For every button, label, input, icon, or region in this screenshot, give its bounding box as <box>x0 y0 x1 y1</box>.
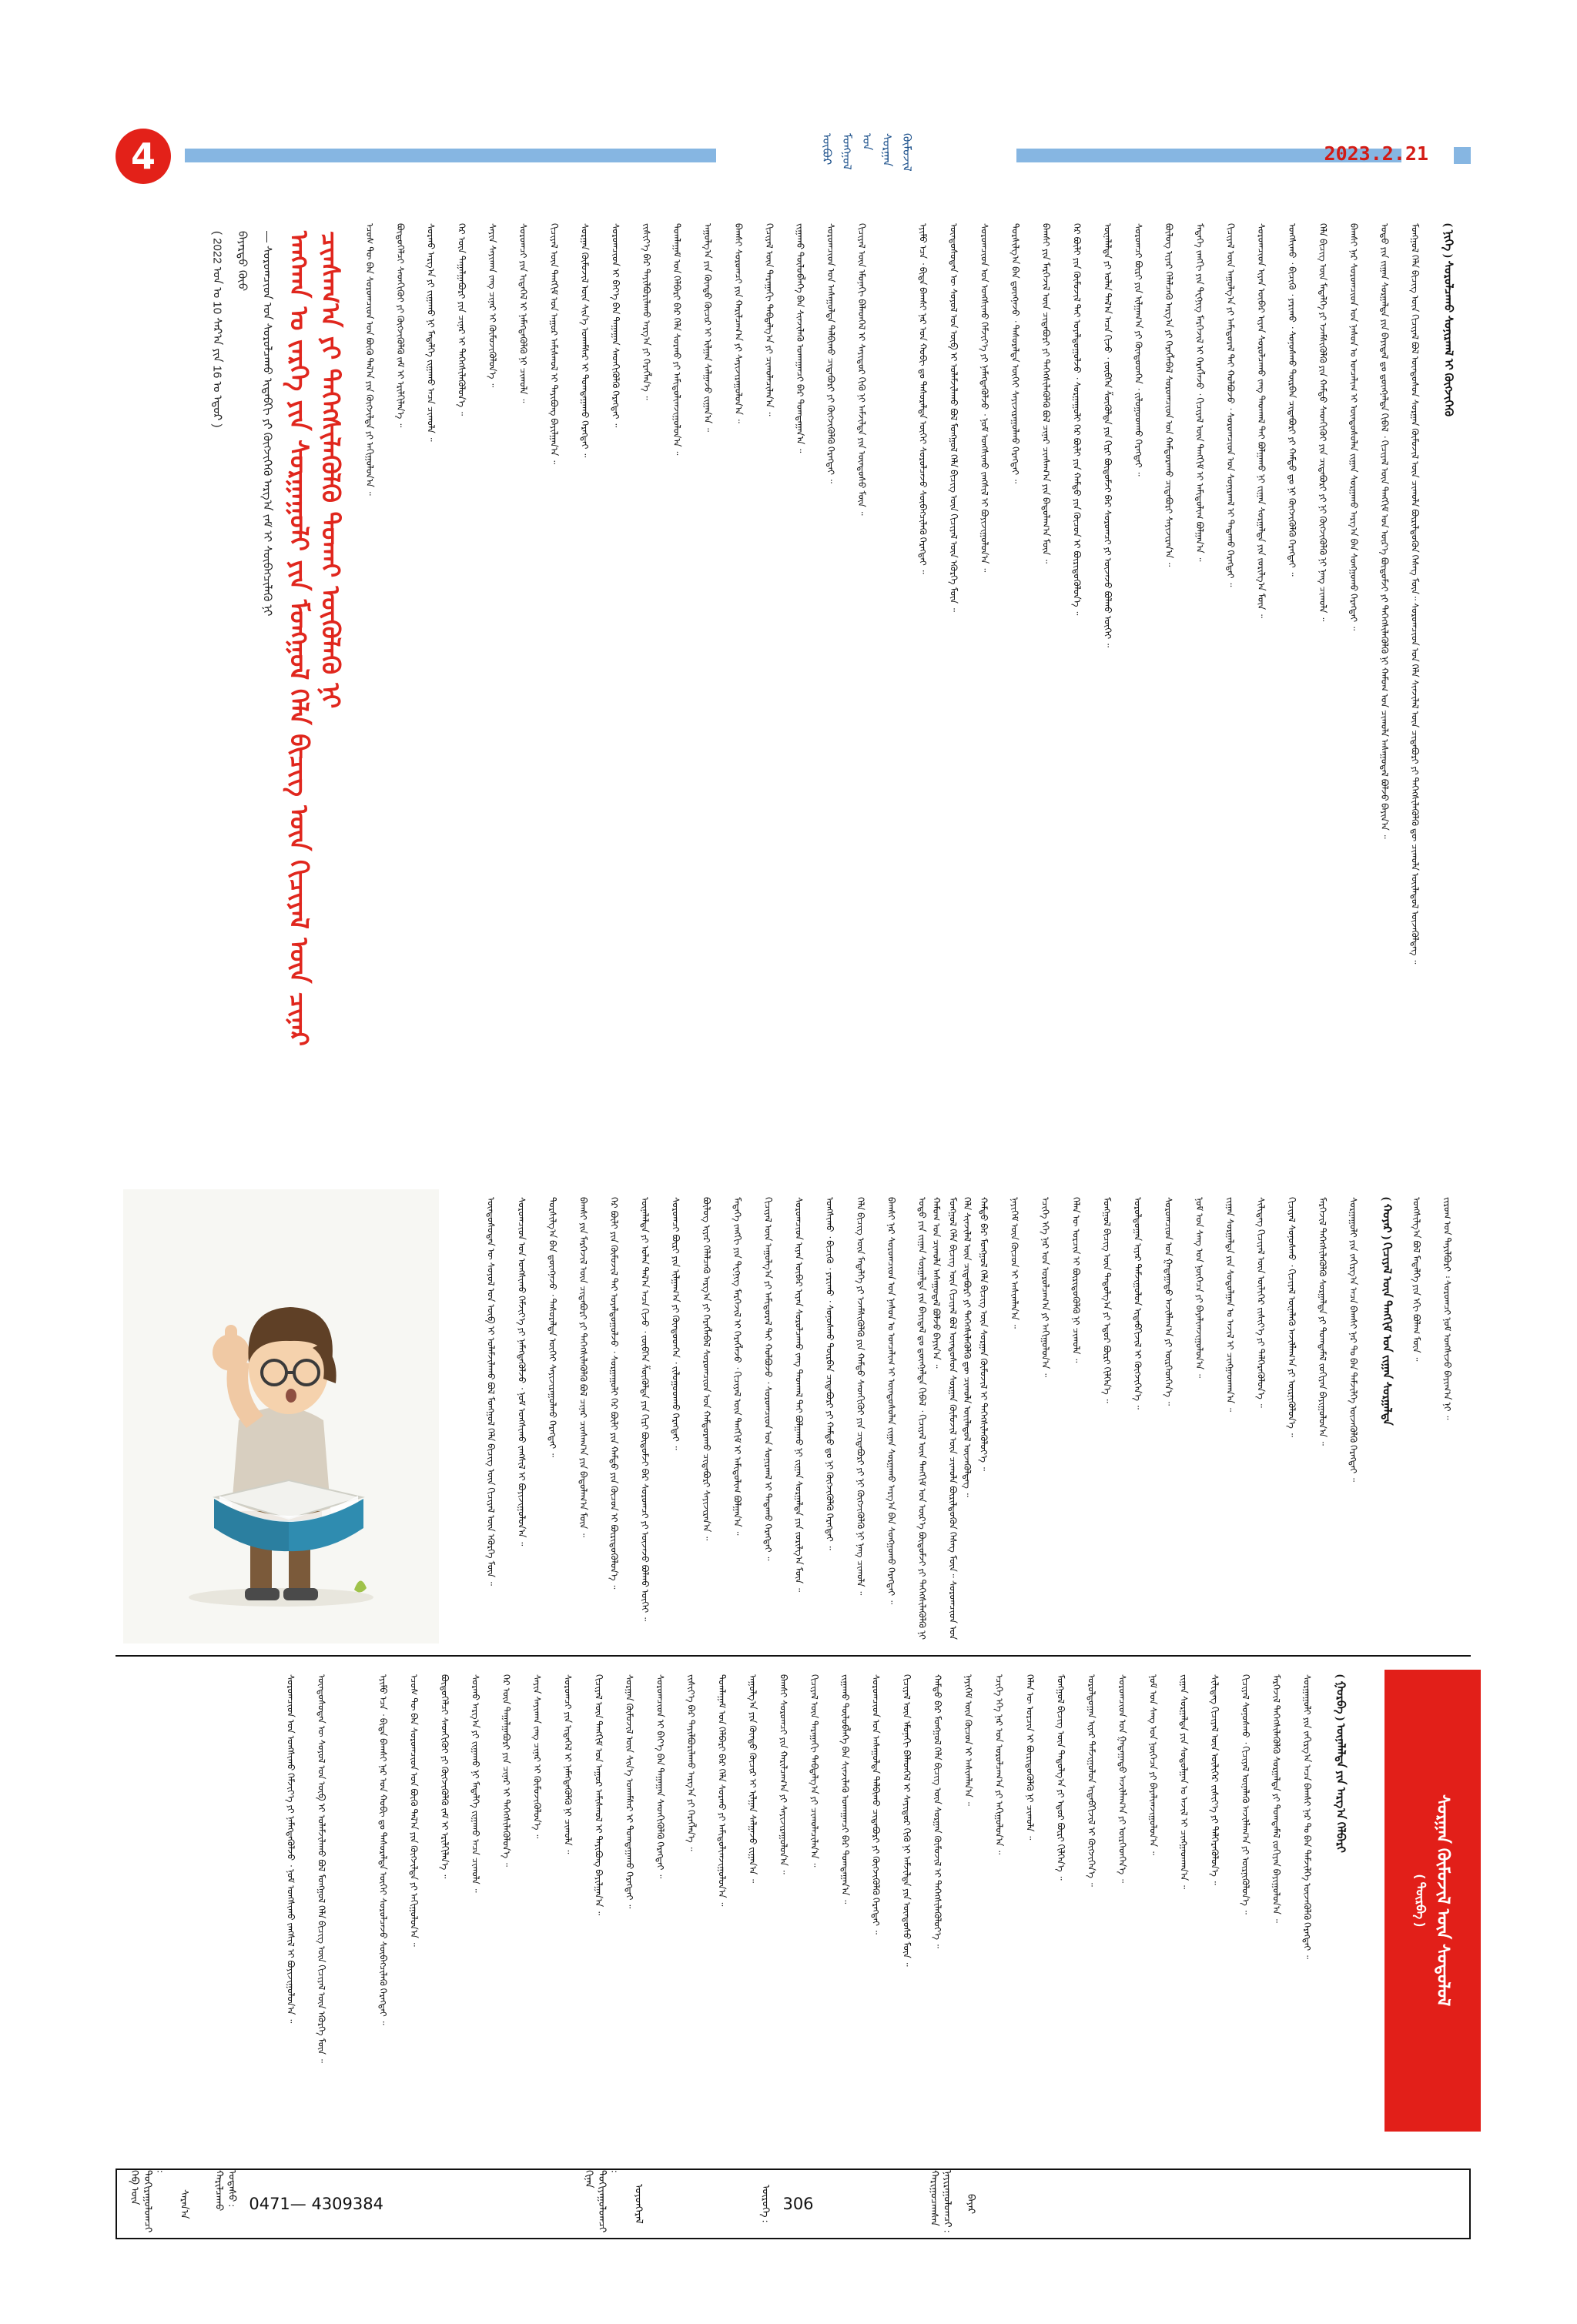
column-text: ᠬᠢᠴᠢᠶᠡᠯ ᠰᠣᠨᠣᠰᠬᠤ ᠂ ᠬᠢᠴᠢᠶᠡᠯ ᠦᠨᠡᠯᠡᠬᠦ ᠠᠵᠢᠯᠯᠠᠭ᠎ᠠ ᠶᠢ ᠥᠷᠨᠢᠭᠦᠯᠦᠨ᠎ᠡ ᠃ <box>1286 1197 1297 1437</box>
column-text: ᠰᠤᠷᠬᠤ ᠠᠷᠭ᠎ᠠ ᠶᠢ ᠵᠢᠭᠠᠬᠤ ᠨᠢ ᠮᠡᠳᠡᠯᠭᠡ ᠵᠢᠭᠠᠬᠤ ᠠᠴᠠ ᠴᠢᠬᠤᠯᠠ ᠃ <box>425 223 437 442</box>
column-text: ᠰᠢᠯᠢᠳᠡᠭ ᠬᠢᠴᠢᠶᠡᠯ ᠦᠨ ᠦᠯᠢᠭᠡᠷ ᠵᠢᠱᠢᠶ᠎ᠡ ᠶᠢ ᠳᠡᠯᠭᠡᠷᠡᠭᠦᠯᠦᠨ᠎ᠡ ᠃ <box>1209 1674 1220 1885</box>
column-text: ᠬᠡᠯᠡ ᠪᠢᠴᠢᠭ ᠦᠨ ᠮᠡᠳᠡᠯᠭᠡ ᠶᠢ ᠡᠵᠡᠮᠰᠢᠭᠦᠯᠬᠦ ᠶᠢᠨ ᠬᠠᠮᠲᠤ ᠰᠡᠳᠬᠢᠬᠦᠢ ᠶᠢᠨ ᠴᠢᠳᠠᠪᠤᠷᠢ ᠶᠢ ᠨᠢ ᠬᠦᠭᠵᠢᠭᠦᠯᠬᠦ ᠨᠢ ᠨᠡᠩ ᠴᠢᠬᠤᠯᠠ ᠃ <box>855 1197 866 1596</box>
footer-room-label: ᠥᠷᠦᠭᠡ : <box>760 2185 772 2223</box>
masthead-end-square <box>1454 147 1471 164</box>
column-text: ᠵᠢᠭᠠᠨ ᠰᠤᠷᠭᠠᠯᠲᠠ ᠶᠢᠨ ᠰᠤᠳᠤᠯᠭᠠᠨ ᠤ ᠠᠵᠢᠯ ᠢ ᠴᠢᠩᠭᠠᠳᠬᠠᠨ᠎ᠠ ᠃ <box>1178 1674 1190 1890</box>
column-text: ᠬᠢᠴᠢᠶᠡᠯ ᠰᠣᠨᠣᠰᠬᠤ ᠂ ᠬᠢᠴᠢᠶᠡᠯ ᠦᠨᠡᠯᠡᠬᠦ ᠠᠵᠢᠯᠯᠠᠭ᠎ᠠ ᠶᠢ ᠥᠷᠨᠢᠭᠦᠯᠦᠨ᠎ᠡ ᠃ <box>1240 1674 1251 1914</box>
column-text <box>885 223 916 1185</box>
column-text: ᠮᠣᠩᠭᠤᠯ ᠪᠢᠴᠢᠭ ᠦᠨ ᠳᠠᠳᠤᠯᠭ᠎ᠠ ᠶᠢ ᠡᠳᠦᠷ ᠪᠦᠷᠢ ᠬᠢᠯᠭᠡᠨ᠎ᠡ ᠃ <box>1101 1197 1113 1403</box>
footer-editor-cell <box>917 2170 989 2238</box>
page-number-badge: 4 <box>116 129 171 184</box>
column-text: ᠪᠠᠭᠰᠢ ᠨᠠᠷ ᠰᠤᠷᠤᠭᠴᠢᠳ ᠤᠨ ᠨᠠᠰᠤᠨ ᠤ ᠣᠨᠴᠠᠯᠢᠭ ᠢ ᠦᠨᠳᠦᠰᠦᠯᠡᠨ ᠵᠢᠭᠠᠨ ᠰᠤᠷᠭᠠᠬᠤ ᠠᠷᠭ᠎ᠠ ᠪᠠᠨ ᠰᠣᠩᠭᠤᠬᠤ ᠬᠡᠷᠡᠭᠲᠡᠢ ᠃ <box>886 1197 897 1605</box>
column-text: ᠭᠡᠷ ᠦᠨ ᠳᠠᠭᠠᠯᠭᠠᠪᠤᠷᠢ ᠶᠢᠨ ᠴᠢᠨᠠᠷ ᠢ ᠳᠡᠭᠡᠭᠰᠢᠯᠡᠭᠦᠯᠦᠨ᠎ᠡ ᠃ <box>501 1674 512 1867</box>
masthead-rule-left <box>185 149 716 162</box>
footer-proof-label: ᠬᠢᠨᠠᠨ ᠲᠣᠬᠢᠶᠠᠭᠤᠯᠤᠭᠴᠢ : <box>583 2170 621 2233</box>
column-text: ᠰᠤᠷᠤᠭᠴᠢ ᠪᠦᠷᠢ ᠶᠢᠨ ᠢᠯᠭᠠᠭ᠎ᠠ ᠶᠢ ᠬᠦᠨᠳᠦᠳᠬᠡᠨ ᠂ ᠵᠢᠯᠣᠭᠤᠳᠬᠤ ᠬᠡᠷᠡᠭᠲᠡᠢ ᠃ <box>1133 223 1144 477</box>
headline-note: ( 2022 ᠣᠨ ᠤ 10 ᠰᠠᠷ᠎ᠠ ᠶᠢᠨ 16 ᠤ ᠡᠳᠦᠷ ) <box>210 231 224 428</box>
column-text: ᠰᠠᠶᠢᠨ ᠰᠠᠶᠢᠬᠠᠨ ᠵᠠᠩ ᠴᠢᠨᠠᠷ ᠢ ᠬᠦᠮᠦᠵᠢᠭᠦᠯᠦᠨ᠎ᠡ ᠃ <box>531 1674 543 1839</box>
column-text <box>345 1674 376 2152</box>
column-text: ᠰᠤᠷᠤᠭᠴᠢᠳ ᠢ ᠪᠡᠶ᠎ᠡ ᠪᠡᠨ ᠳᠠᠭᠠᠭᠠᠨ ᠰᠡᠳᠬᠢᠭᠦᠯᠬᠦ ᠬᠡᠷᠡᠭᠲᠡᠢ ᠃ <box>610 223 621 428</box>
column-text: ᠮᠡᠷᠭᠡᠵᠢᠯ ᠳᠡᠭᠡᠭᠰᠢᠯᠡᠭᠦᠯᠬᠦ ᠰᠤᠷᠭᠠᠯᠲᠠ ᠶᠢ ᠲᠣᠭᠲᠠᠮᠠᠯ ᠵᠣᠬᠢᠶᠠᠨ ᠪᠠᠶᠢᠭᠤᠯᠤᠨ᠎ᠠ ᠃ <box>1271 1674 1282 1923</box>
column-text: ᠬᠡᠯᠡᠨ ᠦ ᠣᠷᠴᠢᠨ ᠢ ᠪᠦᠷᠢᠳᠦᠭᠦᠯᠬᠦ ᠨᠢ ᠴᠢᠬᠤᠯᠠ ᠃ <box>1070 1197 1082 1363</box>
column-text: ᠣᠳᠣ ᠶᠢᠨ ᠵᠢᠭᠠᠨ ᠰᠤᠷᠭᠠᠯᠲᠠ ᠶᠢᠨ ᠪᠠᠶᠢᠳᠠᠯ ᠳᠤ ᠳ᠋ᠦᠩᠨᠡᠯᠲᠡ ᠬᠢᠪᠡᠯ ᠂ ᠬᠢᠴᠢᠶᠡᠯ ᠦᠨ ᠲᠠᠩᠬᠢᠮ ᠤᠨ ᠦᠷ᠎ᠡ ᠪᠦᠲᠦᠮᠵᠢ ᠶᠢ ᠳᠡᠭᠡᠭᠰᠢᠯᠡᠭᠦᠯᠬᠦ ᠨᠢ ᠬᠠᠮᠤᠭ ᠤᠨ ᠴᠢᠬᠤᠯᠠ ᠠᠰᠠᠭᠤᠳᠠᠯ ᠪᠣᠯᠵᠤ ᠪᠠᠶᠢᠨ᠎ᠠ ᠃ <box>1378 223 1390 839</box>
column-text: ᠵᠢᠷᠤᠭ ᠤᠨ ᠲᠠᠶᠢᠯᠪᠤᠷᠢ ᠄ ᠰᠤᠷᠤᠭᠴᠢ ᠨᠣᠮ ᠤᠩᠰᠢᠵᠤ ᠪᠠᠶᠢᠭ᠎ᠠ ᠨᠢ ᠃ <box>1441 1197 1453 1420</box>
column-text: ᠣᠳᠣ ᠶᠢᠨ ᠵᠢᠭᠠᠨ ᠰᠤᠷᠭᠠᠯᠲᠠ ᠶᠢᠨ ᠪᠠᠶᠢᠳᠠᠯ ᠳᠤ ᠳ᠋ᠦᠩᠨᠡᠯᠲᠡ ᠬᠢᠪᠡᠯ ᠂ ᠬᠢᠴᠢᠶᠡᠯ ᠦᠨ ᠲᠠᠩᠬᠢᠮ ᠤᠨ ᠦᠷ᠎ᠡ ᠪᠦᠲᠦᠮᠵᠢ ᠶᠢ ᠳᠡᠭᠡᠭᠰᠢᠯᠡᠭᠦᠯᠬᠦ ᠨᠢ ᠬᠠᠮᠤᠭ ᠤᠨ ᠴᠢᠬᠤᠯᠠ ᠠᠰᠠᠭᠤᠳᠠᠯ ᠪᠣᠯᠵᠤ ᠪᠠᠶᠢᠨ᠎ᠠ ᠃ <box>916 1197 943 1640</box>
column-text: ᠮᠣᠩᠭᠤᠯ ᠬᠡᠯᠡ ᠪᠢᠴᠢᠭ ᠦᠨ ᠬᠢᠴᠢᠶᠡᠯ ᠪᠣᠯ ᠦᠨᠳᠦᠰᠦᠨ ᠰᠤᠷᠭᠠᠨ ᠬᠦᠮᠦᠵᠢᠯ ᠦᠨ ᠴᠢᠬᠤᠯᠠ ᠪᠦᠷᠢᠯᠳᠦᠭᠦᠨ ᠬᠡᠰᠡᠭ ᠮᠥᠨ᠃ ᠰᠤᠷᠤᠭᠴᠢᠳ ᠤᠨ ᠬᠡᠯᠡ ᠰᠢᠨᠵᠢᠯᠡᠯ ᠦᠨ ᠴᠢᠳᠠᠪᠤᠷᠢ ᠶᠢ ᠳᠡᠭᠡᠭᠰᠢᠯᠡᠭᠦᠯᠬᠦ ᠳᠦ ᠴᠢᠬᠤᠯᠠ ᠦᠢᠯᠡᠳᠦᠯ ᠦᠵᠡᠭᠦᠯᠳᠡᠭ ᠃ <box>947 1197 973 1640</box>
article-columns-top <box>362 223 1471 1185</box>
column-text: ᠰᠤᠷᠤᠭᠴᠢᠳ ᠤᠨ ᠭᠠᠳᠠᠭᠠᠳᠤ ᠠᠵᠢᠯᠯᠠᠭ᠎ᠠ ᠶᠢ ᠥᠷᠭᠡᠳᠬᠡᠨ᠎ᠡ ᠃ <box>1163 1197 1174 1406</box>
column-text: ( ᠭᠤᠷᠪᠠ ) ᠦᠨᠡᠯᠡᠯᠲᠡ ᠶᠢᠨ ᠠᠷᠭ᠎ᠠ ᠬᠡᠯᠪᠡᠷᠢ <box>1334 1674 1347 1853</box>
column-text: ᠲᠤᠷᠰᠢᠯᠭ᠎ᠠ ᠪᠠᠨ ᠳ᠋ᠦᠩᠨᠡᠵᠦ ᠂ ᠲᠠᠰᠤᠷᠠᠯᠲᠠ ᠦᠭᠡᠢ ᠰᠠᠶᠢᠵᠢᠷᠠᠭᠤᠯᠬᠤ ᠬᠡᠷᠡᠭᠲᠡᠢ ᠃ <box>1009 223 1021 484</box>
column-text: ᠰᠤᠷᠭᠠᠭᠤᠯᠢ ᠶᠢᠨ ᠵᠠᠬᠢᠷᠭ᠎ᠠ ᠠᠴᠠ ᠪᠠᠭᠰᠢ ᠨᠠᠷ ᠲᠤ ᠪᠠᠨ ᠳᠡᠮᠵᠢᠯᠭᠡ ᠦᠵᠡᠭᠦᠯᠬᠦ ᠬᠡᠷᠡᠭᠲᠡᠢ ᠃ <box>1348 1197 1359 1483</box>
column-text: ᠰᠤᠷᠤᠭᠴᠢ ᠶᠢᠨ ᠢᠲᠡᠭᠡᠯ ᠢ ᠨᠡᠮᠡᠭᠳᠡᠭᠦᠯᠬᠦ ᠨᠢ ᠴᠢᠬᠤᠯᠠ ᠃ <box>517 223 529 403</box>
column-text: ᠰᠢᠯᠢᠳᠡᠭ ᠬᠢᠴᠢᠶᠡᠯ ᠦᠨ ᠦᠯᠢᠭᠡᠷ ᠵᠢᠱᠢᠶ᠎ᠡ ᠶᠢ ᠳᠡᠯᠭᠡᠷᠡᠭᠦᠯᠦᠨ᠎ᠡ ᠃ <box>1255 1197 1267 1408</box>
section-banner-title: ᠰᠤᠷᠭᠠᠨ ᠬᠦᠮᠦᠵᠢᠯ ᠦᠨ ᠰᠣᠳᠤᠯᠤᠯ <box>1434 1794 1454 2007</box>
headline-subtitle: — ᠰᠤᠷᠤᠭᠴᠢᠳ ᠤᠨ ᠰᠤᠷᠤᠯᠴᠠᠬᠤ ᠢᠳᠡᠪᠬᠢ ᠶᠢ ᠬᠦᠭᠵᠢᠭᠡᠬᠦ ᠠᠷᠭ᠎ᠠ ᠵᠠᠮ ᠢ ᠰᠦᠪᠡᠭᠴᠢᠯᠡᠬᠦ ᠨᠢ <box>260 231 274 617</box>
column-text: ᠰᠤᠷᠬᠤ ᠠᠷᠭ᠎ᠠ ᠶᠢ ᠵᠢᠭᠠᠬᠤ ᠨᠢ ᠮᠡᠳᠡᠯᠭᠡ ᠵᠢᠭᠠᠬᠤ ᠠᠴᠠ ᠴᠢᠬᠤᠯᠠ ᠃ <box>470 1674 481 1893</box>
column-text: ᠬᠠᠮᠲᠤ ᠪᠠᠷ ᠮᠣᠩᠭᠤᠯ ᠬᠡᠯᠡ ᠪᠢᠴᠢᠭ ᠦᠨ ᠰᠤᠷᠭᠠᠨ ᠬᠦᠮᠦᠵᠢᠯ ᠢ ᠳᠡᠭᠡᠭᠰᠢᠯᠡᠭᠦᠯᠦᠶ᠎ᠡ ᠃ <box>932 1674 943 1948</box>
column-text: ᠬᠡᠯᠡᠨ ᠦ ᠣᠷᠴᠢᠨ ᠢ ᠪᠦᠷᠢᠳᠦᠭᠦᠯᠬᠦ ᠨᠢ ᠴᠢᠬᠤᠯᠠ ᠃ <box>1024 1674 1036 1841</box>
footer-editor-value: ᠪᠠᠶᠠᠷ <box>966 2193 978 2215</box>
column-text: ᠬᠢᠴᠢᠶᠡᠯ ᠦᠨ ᠡᠮᠦᠨᠡᠬᠢ ᠪᠡᠯᠡᠳᠬᠡᠯ ᠢ ᠰᠠᠶᠢᠲᠤᠷ ᠬᠢᠬᠦ ᠨᠢ ᠠᠮᠵᠢᠯᠲᠠ ᠶᠢᠨ ᠦᠨᠳᠦᠰᠦ ᠮᠥᠨ ᠃ <box>855 223 867 516</box>
column-text: ᠰᠤᠷᠤᠭᠴᠢᠳ ᠢᠶᠠᠨ ᠥᠪᠡᠷ ᠢᠶᠡᠨ ᠰᠤᠷᠤᠯᠴᠠᠬᠤ ᠵᠠᠩ ᠳᠠᠳᠬᠠᠯ ᠲᠠᠢ ᠪᠣᠯᠭᠠᠬᠤ ᠨᠢ ᠵᠢᠭᠠᠨ ᠰᠤᠷᠭᠠᠯᠲᠠ ᠶᠢᠨ ᠵᠣᠷᠢᠯᠭ᠎ᠠ ᠮᠥᠨ ᠃ <box>793 1197 805 1593</box>
column-text: ᠵᠢᠱᠢᠶ᠎ᠡ ᠪᠡᠷ ᠲᠠᠶᠢᠯᠪᠤᠷᠢᠯᠠᠬᠤ ᠠᠷᠭ᠎ᠠ ᠶᠢ ᠬᠡᠷᠡᠭᠯᠡᠨ᠎ᠡ ᠃ <box>641 223 652 400</box>
column-text: ᠨᠣᠮ ᠤᠨ ᠰᠠᠩ ᠤᠨ ᠨᠥᠭᠡᠴᠡ ᠶᠢ ᠪᠠᠶᠠᠯᠢᠭᠵᠢᠭᠤᠯᠤᠨ᠎ᠠ ᠃ <box>1194 1197 1205 1379</box>
masthead-date: 2023.2.21 <box>1324 142 1428 165</box>
column-text: ᠪᠦᠯᠦᠭ ᠢᠶᠡᠷ ᠬᠡᠯᠡᠯᠴᠡᠬᠦ ᠠᠷᠭ᠎ᠠ ᠶᠢ ᠬᠡᠷᠡᠭᠯᠡᠪᠡᠯ ᠰᠤᠷᠤᠭᠴᠢᠳ ᠤᠨ ᠬᠠᠮᠲᠤᠷᠠᠬᠤ ᠴᠢᠳᠠᠪᠤᠷᠢ ᠰᠠᠶᠢᠵᠢᠷᠠᠨ᠎ᠠ ᠃ <box>1163 223 1175 567</box>
column-text: ᠰᠤᠷᠭᠠᠨ ᠬᠦᠮᠦᠵᠢᠯ ᠦᠨ ᠰᠢᠨ᠎ᠡ ᠤᠬᠠᠮᠰᠠᠷ ᠢ ᠲᠣᠭᠲᠠᠭᠠᠬᠤ ᠬᠡᠷᠡᠭᠲᠡᠢ ᠃ <box>624 1674 635 1909</box>
column-text: ᠰᠤᠷᠭᠠᠨ ᠬᠦᠮᠦᠵᠢᠯ ᠦᠨ ᠰᠢᠨ᠎ᠡ ᠤᠬᠠᠮᠰᠠᠷ ᠢ ᠲᠣᠭᠲᠠᠭᠠᠬᠤ ᠬᠡᠷᠡᠭᠲᠡᠢ ᠃ <box>579 223 591 458</box>
column-text: ᠲᠣᠭᠯᠠᠭᠠᠮ ᠤᠨ ᠬᠡᠯᠪᠡᠷᠢ ᠪᠡᠷ ᠬᠡᠯᠡ ᠰᠤᠷᠬᠤ ᠶᠢ ᠠᠮᠢᠳᠤᠯᠢᠭᠵᠢᠭᠤᠯᠤᠨ᠎ᠠ ᠃ <box>716 1674 728 1907</box>
column-text: ᠡᠴᠦᠰ ᠲᠦ ᠪᠡᠨ ᠰᠤᠷᠤᠭᠴᠢᠳ ᠤᠨ ᠪᠦᠬᠦ ᠲᠠᠯ᠎ᠠ ᠶᠢᠨ ᠬᠥᠭᠵᠢᠯᠲᠡ ᠶᠢ ᠠᠬᠢᠭᠤᠯᠤᠨ᠎ᠠ ᠃ <box>408 1674 420 1947</box>
column-text: ᠤᠷᠤᠯᠳᠤᠭᠠᠨ ᠢᠶᠠᠷ ᠳᠠᠮᠵᠢᠭᠤᠯᠤᠨ ᠢᠳᠡᠪᠬᠢᠵᠢᠯ ᠢ ᠬᠥᠭᠵᠢᠭᠡᠨ᠎ᠡ ᠃ <box>1132 1197 1143 1409</box>
column-text: ᠤᠷᠤᠯᠳᠤᠭᠠᠨ ᠢᠶᠠᠷ ᠳᠠᠮᠵᠢᠭᠤᠯᠤᠨ ᠢᠳᠡᠪᠬᠢᠵᠢᠯ ᠢ ᠬᠥᠭᠵᠢᠭᠡᠨ᠎ᠡ ᠃ <box>1086 1674 1097 1887</box>
column-text: ᠤᠩᠰᠢᠬᠤ ᠂ ᠪᠢᠴᠢᠬᠦ ᠂ ᠶᠠᠷᠢᠬᠤ ᠂ ᠰᠣᠨᠣᠰᠬᠤ ᠳᠥᠷᠪᠡᠨ ᠴᠢᠳᠠᠪᠤᠷᠢ ᠶᠢ ᠬᠠᠮᠲᠤ ᠳᠤ ᠨᠢ ᠬᠥᠭᠵᠢᠭᠦᠯᠬᠦ ᠬᠡᠷᠡᠭᠲᠡᠢ ᠃ <box>1286 223 1297 577</box>
footer-proof-value: ᠣᠶᠤᠨᠭᠡᠷᠡᠯ <box>633 2184 645 2224</box>
footer-proof-cell <box>571 2170 656 2238</box>
student-reading-illustration <box>123 1189 439 1644</box>
column-text: ᠤᠩᠰᠢᠯᠭ᠎ᠠ ᠪᠣᠯ ᠮᠡᠳᠡᠯᠭᠡ ᠶᠢᠨ ᠡᠬᠢ ᠪᠤᠯᠠᠭ ᠮᠥᠨ ᠃ <box>1411 1197 1422 1362</box>
column-text: ᠬᠢᠴᠢᠶᠡᠯ ᠦᠨ ᠠᠭᠤᠯᠭ᠎ᠠ ᠶᠢ ᠠᠮᠢᠳᠤᠷᠠᠯ ᠲᠠᠢ ᠬᠣᠯᠪᠤᠵᠤ ᠂ ᠰᠤᠷᠤᠭᠴᠢᠳ ᠤᠨ ᠰᠣᠨᠢᠷᠬᠠᠯ ᠢ ᠲᠠᠲᠠᠬᠤ ᠬᠡᠷᠡᠭᠲᠡᠢ ᠃ <box>762 1197 774 1561</box>
footer-room-value: 306 <box>782 2195 814 2213</box>
column-text: ᠨᠡᠶᠢᠭᠡᠮ ᠦᠨ ᠬᠦᠴᠦᠨ ᠢ ᠠᠰᠢᠭᠯᠠᠨ᠎ᠠ ᠃ <box>963 1674 974 1806</box>
footer-layout-cell <box>117 2170 202 2238</box>
column-text: ᠡᠴᠢᠭᠡ ᠡᠬᠡ ᠨᠠᠷ ᠤᠨ ᠣᠷᠣᠯᠴᠠᠭ᠎ᠠ ᠶᠢ ᠠᠬᠢᠭᠤᠯᠤᠨ᠎ᠠ ᠃ <box>993 1674 1005 1855</box>
column-text: ᠤᠩᠰᠢᠬᠤ ᠂ ᠪᠢᠴᠢᠬᠦ ᠂ ᠶᠠᠷᠢᠬᠤ ᠂ ᠰᠣᠨᠣᠰᠬᠤ ᠳᠥᠷᠪᠡᠨ ᠴᠢᠳᠠᠪᠤᠷᠢ ᠶᠢ ᠬᠠᠮᠲᠤ ᠳᠤ ᠨᠢ ᠬᠥᠭᠵᠢᠭᠦᠯᠬᠦ ᠬᠡᠷᠡᠭᠲᠡᠢ ᠃ <box>824 1197 835 1550</box>
column-text: ᠪᠠᠭᠰᠢ ᠰᠤᠷᠤᠭᠴᠢ ᠶᠢᠨ ᠬᠠᠷᠢᠯᠴᠠᠭ᠎ᠠ ᠶᠢ ᠰᠠᠶᠢᠵᠢᠷᠠᠭᠤᠯᠤᠨ᠎ᠠ ᠃ <box>778 1674 789 1874</box>
column-text: ᠡᠴᠢᠭᠡ ᠡᠬᠡ ᠨᠠᠷ ᠤᠨ ᠣᠷᠣᠯᠴᠠᠭ᠎ᠠ ᠶᠢ ᠠᠬᠢᠭᠤᠯᠤᠨ᠎ᠠ ᠃ <box>1040 1197 1051 1378</box>
footer-layout-label: ᠬᠡᠪ ᠦᠨ ᠲᠣᠬᠢᠷᠠᠭᠤᠯᠤᠭᠴᠢ : <box>129 2170 167 2233</box>
column-text: ᠭᠡᠷ ᠪᠦᠯᠢ ᠶᠢᠨ ᠬᠦᠮᠦᠵᠢᠯ ᠲᠡᠢ ᠤᠶᠠᠯᠳᠤᠭᠤᠯᠵᠤ ᠂ ᠰᠤᠷᠭᠠᠭᠤᠯᠢ ᠭᠡᠷ ᠪᠦᠯᠢ ᠶᠢᠨ ᠬᠠᠮᠲᠤ ᠶᠢᠨ ᠬᠦᠴᠦᠨ ᠢ ᠪᠦᠷᠢᠳᠦᠭᠦᠯᠦᠨ᠎ᠡ ᠃ <box>1071 223 1083 616</box>
column-text: ᠰᠤᠷᠤᠭᠴᠢᠳ ᠤᠨ ᠠᠰᠠᠭᠤᠯᠲᠠ ᠲᠠᠯᠪᠢᠬᠤ ᠴᠢᠳᠠᠪᠤᠷᠢ ᠶᠢ ᠬᠥᠭᠵᠢᠭᠦᠯᠬᠦ ᠬᠡᠷᠡᠭᠲᠡᠢ ᠃ <box>825 223 836 483</box>
column-text: ᠦᠨᠳᠦᠰᠦᠲᠡᠨ ᠦ ᠰᠤᠶᠤᠯ ᠤᠨ ᠥᠪ ᠢ ᠤᠯᠠᠮᠵᠢᠯᠠᠬᠤ ᠪᠣᠯ ᠮᠣᠩᠭᠤᠯ ᠬᠡᠯᠡ ᠪᠢᠴᠢᠭ ᠦᠨ ᠬᠢᠴᠢᠶᠡᠯ ᠦᠨ ᠡᠭᠦᠷᠭᠡ ᠮᠥᠨ ᠃ <box>948 223 959 612</box>
column-text: ᠠᠭᠤᠯᠭ᠎ᠠ ᠶᠢᠨ ᠬᠦᠨᠳᠦ ᠬᠦᠴᠢᠷ ᠢ ᠢᠯᠭᠠᠨ ᠰᠠᠯᠭᠠᠵᠤ ᠵᠢᠭᠠᠨ᠎ᠠ ᠃ <box>702 223 714 432</box>
headline-main: ᠠᠩᠬᠠᠨ ᠤ ᠵᠡᠷᠭᠡ ᠶᠢᠨ ᠰᠤᠷᠭᠠᠭᠤᠯᠢ ᠶᠢᠨ ᠮᠣᠩᠭᠤᠯ ᠬᠡᠯᠡ ᠪᠢᠴᠢᠭ ᠦᠨ ᠬᠢᠴᠢᠶᠡᠯ ᠦᠨ ᠴᠢᠨᠠᠷ ᠴᠢᠨᠰᠠᠭ᠎ᠠ ᠶᠢ ᠳᠡᠭᠡᠭᠰᠢᠯᠡᠭᠦᠯᠬᠦ ᠲᠤᠬᠠᠢ ᠦᠭᠦᠯᠡᠬᠦ ᠨᠢ <box>283 231 346 1046</box>
masthead <box>116 135 1471 189</box>
column-text: ᠲᠣᠭᠯᠠᠭᠠᠮ ᠤᠨ ᠬᠡᠯᠪᠡᠷᠢ ᠪᠡᠷ ᠬᠡᠯᠡ ᠰᠤᠷᠬᠤ ᠶᠢ ᠠᠮᠢᠳᠤᠯᠢᠭᠵᠢᠭᠤᠯᠤᠨ᠎ᠠ ᠃ <box>671 223 683 456</box>
footer-phone-label: ᠬᠠᠷᠢᠯᠴᠠᠬᠤ ᠤᠲᠠᠰᠤ : <box>213 2170 239 2212</box>
article-columns-bottom <box>116 1674 1363 2152</box>
column-text: ᠵᠢᠭᠠᠬᠤ ᠲᠥᠯᠦᠪᠯᠡᠭᠡ ᠪᠡᠨ ᠰᠢᠨᠵᠢᠯᠡᠬᠦ ᠤᠬᠠᠭᠠᠨᠴᠢ ᠪᠠᠷ ᠲᠣᠭᠲᠠᠭᠠᠨ᠎ᠠ ᠃ <box>839 1674 851 1904</box>
section-banner <box>1384 1670 1481 2132</box>
column-text: ᠮᠡᠳᠡᠭᠡ ᠵᠠᠩᠭᠢ ᠶᠢᠨ ᠲᠧᠭᠨᠢᠭ ᠮᠡᠷᠭᠡᠵᠢᠯ ᠢ ᠬᠡᠷᠡᠭᠯᠡᠵᠦ ᠂ ᠬᠢᠴᠢᠶᠡᠯ ᠦᠨ ᠲᠠᠩᠬᠢᠮ ᠢ ᠠᠮᠢᠳᠤᠯᠢᠭ ᠪᠣᠯᠭᠠᠨ᠎ᠠ ᠃ <box>1194 223 1206 562</box>
column-text: ᠰᠤᠷᠤᠭᠴᠢᠳ ᠤᠨ ᠭᠠᠳᠠᠭᠠᠳᠤ ᠠᠵᠢᠯᠯᠠᠭ᠎ᠠ ᠶᠢ ᠥᠷᠭᠡᠳᠬᠡᠨ᠎ᠡ ᠃ <box>1117 1674 1128 1884</box>
column-text: ᠰᠠᠶᠢᠨ ᠰᠠᠶᠢᠬᠠᠨ ᠵᠠᠩ ᠴᠢᠨᠠᠷ ᠢ ᠬᠦᠮᠦᠵᠢᠭᠦᠯᠦᠨ᠎ᠡ ᠃ <box>487 223 498 388</box>
column-text: ᠬᠢᠴᠢᠶᠡᠯ ᠦᠨ ᠠᠭᠤᠯᠭ᠎ᠠ ᠶᠢ ᠠᠮᠢᠳᠤᠷᠠᠯ ᠲᠠᠢ ᠬᠣᠯᠪᠤᠵᠤ ᠂ ᠰᠤᠷᠤᠭᠴᠢᠳ ᠤᠨ ᠰᠣᠨᠢᠷᠬᠠᠯ ᠢ ᠲᠠᠲᠠᠬᠤ ᠬᠡᠷᠡᠭᠲᠡᠢ ᠃ <box>1225 223 1237 587</box>
headline-block <box>116 231 347 1124</box>
column-text: ᠬᠠᠮᠲᠤ ᠪᠠᠷ ᠮᠣᠩᠭᠤᠯ ᠬᠡᠯᠡ ᠪᠢᠴᠢᠭ ᠦᠨ ᠰᠤᠷᠭᠠᠨ ᠬᠦᠮᠦᠵᠢᠯ ᠢ ᠳᠡᠭᠡᠭᠰᠢᠯᠡᠭᠦᠯᠦᠶ᠎ᠡ ᠃ <box>978 1197 989 1471</box>
column-text: ᠨᠣᠮ ᠤᠨ ᠰᠠᠩ ᠤᠨ ᠨᠥᠭᠡᠴᠡ ᠶᠢ ᠪᠠᠶᠠᠯᠢᠭᠵᠢᠭᠤᠯᠤᠨ᠎ᠠ ᠃ <box>1147 1674 1159 1856</box>
column-text: ᠰᠤᠷᠤᠭᠴᠢ ᠶᠢᠨ ᠢᠲᠡᠭᠡᠯ ᠢ ᠨᠡᠮᠡᠭᠳᠡᠭᠦᠯᠬᠦ ᠨᠢ ᠴᠢᠬᠤᠯᠠ ᠃ <box>562 1674 574 1854</box>
section-divider <box>116 1655 1471 1657</box>
footer-phone-cell <box>202 2170 394 2238</box>
column-text: ᠦᠨᠳᠦᠰᠦᠲᠡᠨ ᠦ ᠰᠤᠶᠤᠯ ᠤᠨ ᠥᠪ ᠢ ᠤᠯᠠᠮᠵᠢᠯᠠᠬᠤ ᠪᠣᠯ ᠮᠣᠩᠭᠤᠯ ᠬᠡᠯᠡ ᠪᠢᠴᠢᠭ ᠦᠨ ᠬᠢᠴᠢᠶᠡᠯ ᠦᠨ ᠡᠭᠦᠷᠭᠡ ᠮᠥᠨ ᠃ <box>316 1674 327 2063</box>
column-text: ᠮᠣᠩᠭᠤᠯ ᠬᠡᠯᠡ ᠪᠢᠴᠢᠭ ᠦᠨ ᠬᠢᠴᠢᠶᠡᠯ ᠪᠣᠯ ᠦᠨᠳᠦᠰᠦᠨ ᠰᠤᠷᠭᠠᠨ ᠬᠦᠮᠦᠵᠢᠯ ᠦᠨ ᠴᠢᠬᠤᠯᠠ ᠪᠦᠷᠢᠯᠳᠦᠭᠦᠨ ᠬᠡᠰᠡᠭ ᠮᠥᠨ᠃ ᠰᠤᠷᠤᠭᠴᠢᠳ ᠤᠨ ᠬᠡᠯᠡ ᠰᠢᠨᠵᠢᠯᠡᠯ ᠦᠨ ᠴᠢᠳᠠᠪᠤᠷᠢ ᠶᠢ ᠳᠡᠭᠡᠭᠰᠢᠯᠡᠭᠦᠯᠬᠦ ᠳᠦ ᠴᠢᠬᠤᠯᠠ ᠦᠢᠯᠡᠳᠦᠯ ᠦᠵᠡᠭᠦᠯᠳᠡᠭ ᠃ <box>1409 223 1421 965</box>
illustration-svg <box>123 1189 439 1644</box>
column-text: ᠰᠤᠷᠤᠭᠴᠢ ᠪᠦᠷᠢ ᠶᠢᠨ ᠢᠯᠭᠠᠭ᠎ᠠ ᠶᠢ ᠬᠦᠨᠳᠦᠳᠬᠡᠨ ᠂ ᠵᠢᠯᠣᠭᠤᠳᠬᠤ ᠬᠡᠷᠡᠭᠲᠡᠢ ᠃ <box>670 1197 681 1450</box>
column-text: ᠪᠦᠯᠦᠭ ᠢᠶᠡᠷ ᠬᠡᠯᠡᠯᠴᠡᠬᠦ ᠠᠷᠭ᠎ᠠ ᠶᠢ ᠬᠡᠷᠡᠭᠯᠡᠪᠡᠯ ᠰᠤᠷᠤᠭᠴᠢᠳ ᠤᠨ ᠬᠠᠮᠲᠤᠷᠠᠬᠤ ᠴᠢᠳᠠᠪᠤᠷᠢ ᠰᠠᠶᠢᠵᠢᠷᠠᠨ᠎ᠠ ᠃ <box>701 1197 712 1541</box>
headline-author: ᠪᠠᠶᠠᠷᠲᠤ ᠬᠦᠦ <box>236 231 249 292</box>
column-text: ᠬᠢᠴᠢᠶᠡᠯ ᠦᠨ ᠳᠠᠷᠠᠭᠠᠬᠢ ᠳᠠᠪᠲᠠᠯᠭ᠎ᠠ ᠶᠢ ᠴᠢᠬᠤᠯᠠᠴᠢᠯᠠᠨ᠎ᠠ ᠃ <box>809 1674 820 1868</box>
column-text: ᠪᠠᠭᠰᠢ ᠨᠠᠷ ᠰᠤᠷᠤᠭᠴᠢᠳ ᠤᠨ ᠨᠠᠰᠤᠨ ᠤ ᠣᠨᠴᠠᠯᠢᠭ ᠢ ᠦᠨᠳᠦᠰᠦᠯᠡᠨ ᠵᠢᠭᠠᠨ ᠰᠤᠷᠭᠠᠬᠤ ᠠᠷᠭ᠎ᠠ ᠪᠠᠨ ᠰᠣᠩᠭᠤᠬᠤ ᠬᠡᠷᠡᠭᠲᠡᠢ ᠃ <box>1348 223 1359 631</box>
column-text: ᠵᠢᠱᠢᠶ᠎ᠡ ᠪᠡᠷ ᠲᠠᠶᠢᠯᠪᠤᠷᠢᠯᠠᠬᠤ ᠠᠷᠭ᠎ᠠ ᠶᠢ ᠬᠡᠷᠡᠭᠯᠡᠨ᠎ᠡ ᠃ <box>685 1674 697 1851</box>
column-text: ᠵᠢᠭᠠᠬᠤ ᠲᠥᠯᠦᠪᠯᠡᠭᠡ ᠪᠡᠨ ᠰᠢᠨᠵᠢᠯᠡᠬᠦ ᠤᠬᠠᠭᠠᠨᠴᠢ ᠪᠠᠷ ᠲᠣᠭᠲᠠᠭᠠᠨ᠎ᠠ ᠃ <box>794 223 805 453</box>
column-text: ᠮᠡᠷᠭᠡᠵᠢᠯ ᠳᠡᠭᠡᠭᠰᠢᠯᠡᠭᠦᠯᠬᠦ ᠰᠤᠷᠭᠠᠯᠲᠠ ᠶᠢ ᠲᠣᠭᠲᠠᠮᠠᠯ ᠵᠣᠬᠢᠶᠠᠨ ᠪᠠᠶᠢᠭᠤᠯᠤᠨ᠎ᠠ ᠃ <box>1317 1197 1328 1446</box>
column-text: ᠪᠠᠭᠰᠢ ᠶᠢᠨ ᠮᠡᠷᠭᠡᠵᠢᠯ ᠦᠨ ᠴᠢᠳᠠᠪᠤᠷᠢ ᠶᠢ ᠳᠡᠭᠡᠭᠰᠢᠯᠡᠭᠦᠯᠬᠦ ᠪᠣᠯ ᠴᠢᠨᠠᠷ ᠴᠢᠨᠰᠠᠭ᠎ᠠ ᠶᠢᠨ ᠪᠠᠲᠤᠯᠠᠭ᠎ᠠ ᠮᠥᠨ ᠃ <box>1040 223 1052 564</box>
column-text: ᠪᠦᠲᠦᠭᠡᠯᠴᠢ ᠰᠡᠳᠬᠢᠬᠦᠢ ᠶᠢ ᠬᠥᠭᠵᠢᠭᠦᠯᠬᠦ ᠵᠠᠮ ᠢ ᠡᠷᠢᠯᠬᠢᠯᠡᠨ᠎ᠡ ᠃ <box>439 1674 450 1879</box>
column-text: ᠰᠤᠷᠤᠭᠴᠢᠳ ᠤᠨ ᠤᠩᠰᠢᠬᠤ ᠬᠡᠮᠵᠢᠶ᠎ᠡ ᠶᠢ ᠨᠡᠮᠡᠭᠳᠡᠭᠦᠯᠵᠦ ᠂ ᠨᠣᠮ ᠤᠩᠰᠢᠬᠤ ᠵᠠᠩᠰᠢᠯ ᠢ ᠪᠣᠶᠢᠵᠢᠭᠤᠯᠤᠨ᠎ᠠ ᠃ <box>979 223 990 573</box>
column-text: ᠪᠠᠭᠰᠢ ᠰᠤᠷᠤᠭᠴᠢ ᠶᠢᠨ ᠬᠠᠷᠢᠯᠴᠠᠭ᠎ᠠ ᠶᠢ ᠰᠠᠶᠢᠵᠢᠷᠠᠭᠤᠯᠤᠨ᠎ᠠ ᠃ <box>733 223 745 423</box>
footer-phone-value: 0471— 4309384 <box>249 2195 383 2213</box>
column-text: ( ᠬᠣᠶᠠᠷ ) ᠬᠢᠴᠢᠶᠡᠯ ᠦᠨ ᠲᠠᠩᠬᠢᠮ ᠤᠨ ᠵᠢᠭᠠᠨ ᠰᠤᠷᠭᠠᠯᠲᠠ <box>1380 1197 1393 1426</box>
column-text: ᠰᠤᠷᠭᠠᠭᠤᠯᠢ ᠶᠢᠨ ᠵᠠᠬᠢᠷᠭ᠎ᠠ ᠠᠴᠠ ᠪᠠᠭᠰᠢ ᠨᠠᠷ ᠲᠤ ᠪᠠᠨ ᠳᠡᠮᠵᠢᠯᠭᠡ ᠦᠵᠡᠭᠦᠯᠬᠦ ᠬᠡᠷᠡᠭᠲᠡᠢ ᠃ <box>1301 1674 1313 1960</box>
column-text: ᠭᠡᠷ ᠪᠦᠯᠢ ᠶᠢᠨ ᠬᠦᠮᠦᠵᠢᠯ ᠲᠡᠢ ᠤᠶᠠᠯᠳᠤᠭᠤᠯᠵᠤ ᠂ ᠰᠤᠷᠭᠠᠭᠤᠯᠢ ᠭᠡᠷ ᠪᠦᠯᠢ ᠶᠢᠨ ᠬᠠᠮᠲᠤ ᠶᠢᠨ ᠬᠦᠴᠦᠨ ᠢ ᠪᠦᠷᠢᠳᠦᠭᠦᠯᠦᠨ᠎ᠡ ᠃ <box>608 1197 620 1590</box>
column-text: ᠮᠡᠳᠡᠭᠡ ᠵᠠᠩᠭᠢ ᠶᠢᠨ ᠲᠧᠭᠨᠢᠭ ᠮᠡᠷᠭᠡᠵᠢᠯ ᠢ ᠬᠡᠷᠡᠭᠯᠡᠵᠦ ᠂ ᠬᠢᠴᠢᠶᠡᠯ ᠦᠨ ᠲᠠᠩᠬᠢᠮ ᠢ ᠠᠮᠢᠳᠤᠯᠢᠭ ᠪᠣᠯᠭᠠᠨ᠎ᠠ ᠃ <box>732 1197 743 1536</box>
column-text: ᠡᠶᠢᠮᠦ ᠡᠴᠡ ᠂ ᠪᠢᠳᠡ ᠪᠠᠭᠰᠢ ᠨᠠᠷ ᠤᠨ ᠬᠤᠪᠢ ᠳᠤ ᠲᠠᠰᠤᠷᠠᠯᠲᠠ ᠦᠭᠡᠢ ᠰᠤᠷᠤᠯᠴᠠᠵᠤ ᠰᠦᠪᠡᠭᠴᠢᠯᠡᠬᠦ ᠬᠡᠷᠡᠭᠲᠡᠢ ᠃ <box>377 1674 389 2025</box>
footer-layout-value: ᠰᠠᠷᠠᠨ᠎ᠠ <box>179 2189 191 2219</box>
column-text: ᠡᠶᠢᠮᠦ ᠡᠴᠡ ᠂ ᠪᠢᠳᠡ ᠪᠠᠭᠰᠢ ᠨᠠᠷ ᠤᠨ ᠬᠤᠪᠢ ᠳᠤ ᠲᠠᠰᠤᠷᠠᠯᠲᠠ ᠦᠭᠡᠢ ᠰᠤᠷᠤᠯᠴᠠᠵᠤ ᠰᠦᠪᠡᠭᠴᠢᠯᠡᠬᠦ ᠬᠡᠷᠡᠭᠲᠡᠢ ᠃ <box>917 223 929 574</box>
article-columns-figure-side <box>462 1197 1471 1640</box>
column-text: ᠡᠴᠦᠰ ᠲᠦ ᠪᠡᠨ ᠰᠤᠷᠤᠭᠴᠢᠳ ᠤᠨ ᠪᠦᠬᠦ ᠲᠠᠯ᠎ᠠ ᠶᠢᠨ ᠬᠥᠭᠵᠢᠯᠲᠡ ᠶᠢ ᠠᠬᠢᠭᠤᠯᠤᠨ᠎ᠠ ᠃ <box>363 223 375 496</box>
column-text: ᠦᠨᠳᠦᠰᠦᠲᠡᠨ ᠦ ᠰᠤᠶᠤᠯ ᠤᠨ ᠥᠪ ᠢ ᠤᠯᠠᠮᠵᠢᠯᠠᠬᠤ ᠪᠣᠯ ᠮᠣᠩᠭᠤᠯ ᠬᠡᠯᠡ ᠪᠢᠴᠢᠭ ᠦᠨ ᠬᠢᠴᠢᠶᠡᠯ ᠦᠨ ᠡᠭᠦᠷᠭᠡ ᠮᠥᠨ ᠃ <box>485 1197 497 1586</box>
column-text: ᠭᠡᠷ ᠦᠨ ᠳᠠᠭᠠᠯᠭᠠᠪᠤᠷᠢ ᠶᠢᠨ ᠴᠢᠨᠠᠷ ᠢ ᠳᠡᠭᠡᠭᠰᠢᠯᠡᠭᠦᠯᠦᠨ᠎ᠡ ᠃ <box>456 223 467 416</box>
footer-editor-label: ᠬᠠᠷᠢᠭᠤᠴᠠᠭᠰᠠᠨ ᠨᠠᠶᠢᠷᠠᠭᠤᠯᠤᠭᠴᠢ : <box>929 2170 954 2233</box>
footer-room-cell <box>748 2170 825 2238</box>
column-text: ᠰᠤᠷᠤᠭᠴᠢᠳ ᠢᠶᠠᠨ ᠥᠪᠡᠷ ᠢᠶᠡᠨ ᠰᠤᠷᠤᠯᠴᠠᠬᠤ ᠵᠠᠩ ᠳᠠᠳᠬᠠᠯ ᠲᠠᠢ ᠪᠣᠯᠭᠠᠬᠤ ᠨᠢ ᠵᠢᠭᠠᠨ ᠰᠤᠷᠭᠠᠯᠲᠠ ᠶᠢᠨ ᠵᠣᠷᠢᠯᠭ᠎ᠠ ᠮᠥᠨ ᠃ <box>1256 223 1267 619</box>
column-text: ᠰᠤᠷᠤᠭᠴᠢᠳ ᠤᠨ ᠤᠩᠰᠢᠬᠤ ᠬᠡᠮᠵᠢᠶ᠎ᠡ ᠶᠢ ᠨᠡᠮᠡᠭᠳᠡᠭᠦᠯᠵᠦ ᠂ ᠨᠣᠮ ᠤᠩᠰᠢᠬᠤ ᠵᠠᠩᠰᠢᠯ ᠢ ᠪᠣᠶᠢᠵᠢᠭᠤᠯᠤᠨ᠎ᠠ ᠃ <box>516 1197 527 1547</box>
column-text: ᠬᠢᠴᠢᠶᠡᠯ ᠦᠨ ᠡᠮᠦᠨᠡᠬᠢ ᠪᠡᠯᠡᠳᠬᠡᠯ ᠢ ᠰᠠᠶᠢᠲᠤᠷ ᠬᠢᠬᠦ ᠨᠢ ᠠᠮᠵᠢᠯᠲᠠ ᠶᠢᠨ ᠦᠨᠳᠦᠰᠦ ᠮᠥᠨ ᠃ <box>901 1674 912 1967</box>
section-banner-subtitle: ( ᠳᠥᠷᠪᠡ ) <box>1413 1874 1427 1927</box>
column-text: ᠬᠢᠴᠢᠶᠡᠯ ᠦᠨ ᠳᠠᠷᠠᠭᠠᠬᠢ ᠳᠠᠪᠲᠠᠯᠭ᠎ᠠ ᠶᠢ ᠴᠢᠬᠤᠯᠠᠴᠢᠯᠠᠨ᠎ᠠ ᠃ <box>764 223 775 416</box>
column-text: ᠰᠤᠷᠤᠭᠴᠢᠳ ᠢ ᠪᠡᠶ᠎ᠡ ᠪᠡᠨ ᠳᠠᠭᠠᠭᠠᠨ ᠰᠡᠳᠬᠢᠭᠦᠯᠬᠦ ᠬᠡᠷᠡᠭᠲᠡᠢ ᠃ <box>655 1674 666 1879</box>
column-text: ᠬᠢᠴᠢᠶᠡᠯ ᠦᠨ ᠲᠠᠩᠬᠢᠮ ᠤᠨ ᠠᠭᠤᠷ ᠠᠮᠢᠰᠬᠤᠯ ᠢ ᠲᠠᠶᠢᠪᠤᠩ ᠪᠠᠶᠢᠯᠭᠠᠨ᠎ᠠ ᠃ <box>593 1674 604 1916</box>
column-text: ᠰᠤᠷᠤᠭᠴᠢᠳ ᠤᠨ ᠤᠩᠰᠢᠬᠤ ᠬᠡᠮᠵᠢᠶ᠎ᠡ ᠶᠢ ᠨᠡᠮᠡᠭᠳᠡᠭᠦᠯᠵᠦ ᠂ ᠨᠣᠮ ᠤᠩᠰᠢᠬᠤ ᠵᠠᠩᠰᠢᠯ ᠢ ᠪᠣᠶᠢᠵᠢᠭᠤᠯᠤᠨ᠎ᠠ ᠃ <box>285 1674 296 2024</box>
footer-bar <box>116 2169 1471 2239</box>
column-text: ᠠᠭᠤᠯᠭ᠎ᠠ ᠶᠢᠨ ᠬᠦᠨᠳᠦ ᠬᠦᠴᠢᠷ ᠢ ᠢᠯᠭᠠᠨ ᠰᠠᠯᠭᠠᠵᠤ ᠵᠢᠭᠠᠨ᠎ᠠ ᠃ <box>747 1674 758 1883</box>
column-text: ᠨᠡᠶᠢᠭᠡᠮ ᠦᠨ ᠬᠦᠴᠦᠨ ᠢ ᠠᠰᠢᠭᠯᠠᠨ᠎ᠠ ᠃ <box>1009 1197 1020 1329</box>
column-text: ( ᠨᠢᠭᠡ ) ᠰᠤᠷᠤᠯᠴᠠᠬᠤ ᠰᠣᠨᠢᠷᠬᠠᠯ ᠢ ᠬᠦᠭᠵᠢᠭᠡᠬᠦ <box>1441 223 1455 417</box>
column-text: ᠰᠤᠷᠤᠭᠴᠢᠳ ᠤᠨ ᠠᠰᠠᠭᠤᠯᠲᠠ ᠲᠠᠯᠪᠢᠬᠤ ᠴᠢᠳᠠᠪᠤᠷᠢ ᠶᠢ ᠬᠥᠭᠵᠢᠭᠦᠯᠬᠦ ᠬᠡᠷᠡᠭᠲᠡᠢ ᠃ <box>870 1674 882 1934</box>
masthead-title: ᠦᠪᠦᠷ ᠮᠣᠩᠭᠤᠯ ᠤᠨ ᠰᠤᠷᠭᠠᠨ ᠬᠦᠮᠦᠵᠢᠯ <box>820 133 913 172</box>
column-text: ᠮᠣᠩᠭᠤᠯ ᠪᠢᠴᠢᠭ ᠦᠨ ᠳᠠᠳᠤᠯᠭ᠎ᠠ ᠶᠢ ᠡᠳᠦᠷ ᠪᠦᠷᠢ ᠬᠢᠯᠭᠡᠨ᠎ᠡ ᠃ <box>1055 1674 1066 1881</box>
column-text: ᠲᠤᠷᠰᠢᠯᠭ᠎ᠠ ᠪᠠᠨ ᠳ᠋ᠦᠩᠨᠡᠵᠦ ᠂ ᠲᠠᠰᠤᠷᠠᠯᠲᠠ ᠦᠭᠡᠢ ᠰᠠᠶᠢᠵᠢᠷᠠᠭᠤᠯᠬᠤ ᠬᠡᠷᠡᠭᠲᠡᠢ ᠃ <box>547 1197 558 1458</box>
column-text: ᠪᠦᠲᠦᠭᠡᠯᠴᠢ ᠰᠡᠳᠬᠢᠬᠦᠢ ᠶᠢ ᠬᠥᠭᠵᠢᠭᠦᠯᠬᠦ ᠵᠠᠮ ᠢ ᠡᠷᠢᠯᠬᠢᠯᠡᠨ᠎ᠡ ᠃ <box>394 223 406 428</box>
column-text: ᠦᠨᠡᠯᠡᠯᠲᠡ ᠶᠢ ᠣᠯᠠᠨ ᠲᠠᠯ᠎ᠠ ᠠᠴᠠ ᠬᠢᠵᠦ ᠂ ᠵᠥᠪᠬᠡᠨ ᠱᠦᠭᠦᠯᠲᠡ ᠶᠢᠨ ᠬᠢᠷᠢ ᠪᠦᠲᠦᠮᠵᠢ ᠪᠡᠷ ᠰᠤᠷᠤᠭᠴᠢ ᠶᠢ ᠦᠵᠡᠵᠦ ᠪᠣᠯᠬᠤ ᠦᠭᠡᠢ ᠃ <box>639 1197 651 1621</box>
column-text: ᠵᠢᠭᠠᠨ ᠰᠤᠷᠭᠠᠯᠲᠠ ᠶᠢᠨ ᠰᠤᠳᠤᠯᠭᠠᠨ ᠤ ᠠᠵᠢᠯ ᠢ ᠴᠢᠩᠭᠠᠳᠬᠠᠨ᠎ᠠ ᠃ <box>1224 1197 1236 1413</box>
column-text: ᠪᠠᠭᠰᠢ ᠶᠢᠨ ᠮᠡᠷᠭᠡᠵᠢᠯ ᠦᠨ ᠴᠢᠳᠠᠪᠤᠷᠢ ᠶᠢ ᠳᠡᠭᠡᠭᠰᠢᠯᠡᠭᠦᠯᠬᠦ ᠪᠣᠯ ᠴᠢᠨᠠᠷ ᠴᠢᠨᠰᠠᠭ᠎ᠠ ᠶᠢᠨ ᠪᠠᠲᠤᠯᠠᠭ᠎ᠠ ᠮᠥᠨ ᠃ <box>578 1197 589 1538</box>
column-text: ᠬᠡᠯᠡ ᠪᠢᠴᠢᠭ ᠦᠨ ᠮᠡᠳᠡᠯᠭᠡ ᠶᠢ ᠡᠵᠡᠮᠰᠢᠭᠦᠯᠬᠦ ᠶᠢᠨ ᠬᠠᠮᠲᠤ ᠰᠡᠳᠬᠢᠬᠦᠢ ᠶᠢᠨ ᠴᠢᠳᠠᠪᠤᠷᠢ ᠶᠢ ᠨᠢ ᠬᠦᠭᠵᠢᠭᠦᠯᠬᠦ ᠨᠢ ᠨᠡᠩ ᠴᠢᠬᠤᠯᠠ ᠃ <box>1317 223 1328 622</box>
column-text: ᠦᠨᠡᠯᠡᠯᠲᠡ ᠶᠢ ᠣᠯᠠᠨ ᠲᠠᠯ᠎ᠠ ᠠᠴᠠ ᠬᠢᠵᠦ ᠂ ᠵᠥᠪᠬᠡᠨ ᠱᠦᠭᠦᠯᠲᠡ ᠶᠢᠨ ᠬᠢᠷᠢ ᠪᠦᠲᠦᠮᠵᠢ ᠪᠡᠷ ᠰᠤᠷᠤᠭᠴᠢ ᠶᠢ ᠦᠵᠡᠵᠦ ᠪᠣᠯᠬᠤ ᠦᠭᠡᠢ ᠃ <box>1102 223 1113 647</box>
column-text: ᠬᠢᠴᠢᠶᠡᠯ ᠦᠨ ᠲᠠᠩᠬᠢᠮ ᠤᠨ ᠠᠭᠤᠷ ᠠᠮᠢᠰᠬᠤᠯ ᠢ ᠲᠠᠶᠢᠪᠤᠩ ᠪᠠᠶᠢᠯᠭᠠᠨ᠎ᠠ ᠃ <box>548 223 560 465</box>
